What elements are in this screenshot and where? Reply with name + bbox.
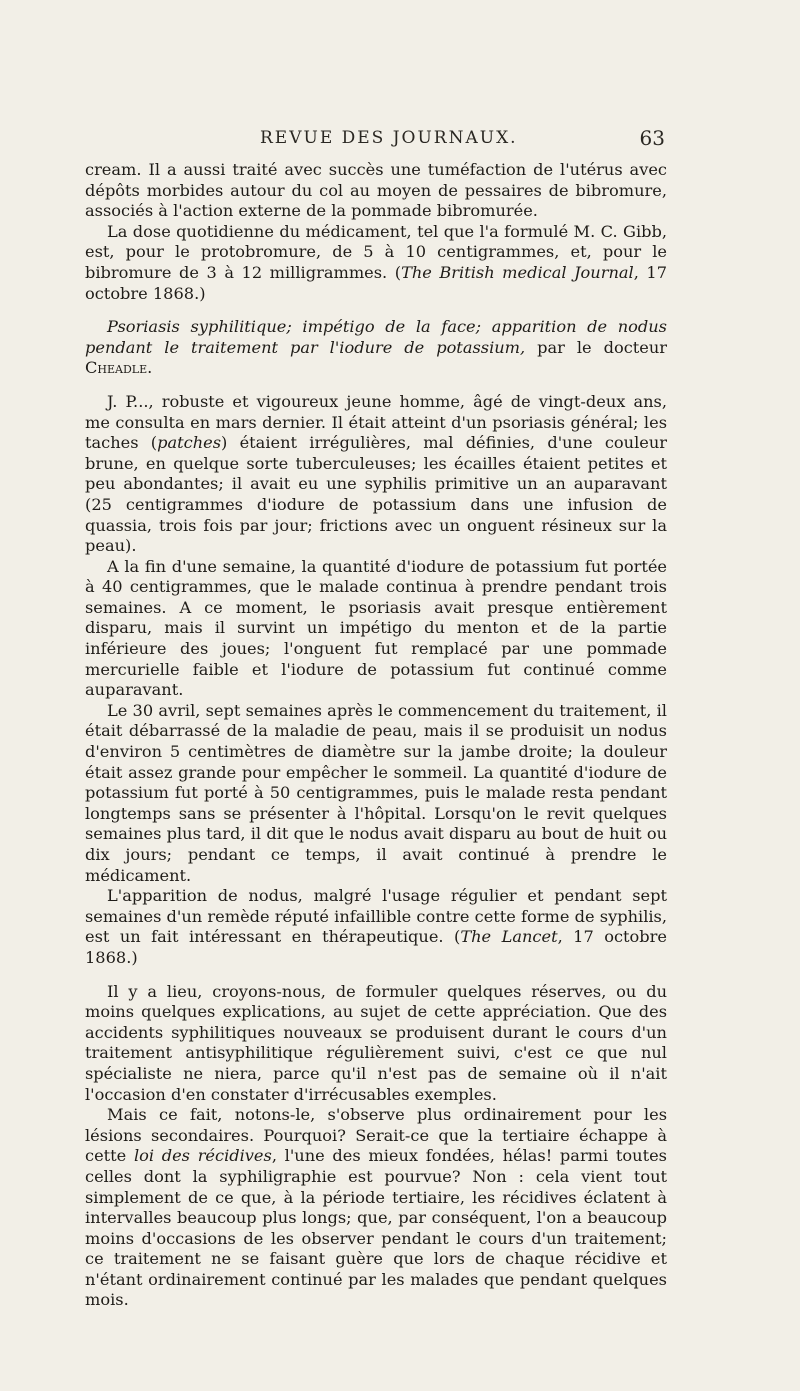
running-head	[85, 128, 665, 154]
paragraph-case: J. P..., robuste et vigoureux jeune homme, âgé de vingt-deux ans, me consulta en mars dernier. Il était atteint d'un psoriasis général; les taches (patches) étaient irrégulières, mal définies, d'une couleur brune, en quelque sorte tuberculeuses; les écailles étaient petites et peu abondantes; il avait eu une syphilis primitive un an auparavant (25 centigrammes d'iodure de potassium dans une infusion de quassia, trois fois par jour; frictions avec un onguent résineux sur la peau).	[85, 391, 667, 556]
paragraph-week: A la fin d'une semaine, la quantité d'iodure de potassium fut portée à 40 centigrammes, que le malade continua à prendre pendant trois semaines. A ce moment, le psoriasis avait presque entièrement disparu, mais il survint un impétigo du menton et de la partie inférieure des joues; l'onguent fut remplacé par une pommade mercurielle faible et l'iodure de potassium fut continué comme auparavant.	[85, 556, 667, 700]
citation-lancet: The Lancet	[460, 927, 558, 947]
paragraph-nodus: L'apparition de nodus, malgré l'usage régulier et pendant sept semaines d'un remède réputé infaillible contre cette forme de syphilis, est un fait intéressant en thérapeutique. (The Lancet, 17 octobre 1868.)	[85, 886, 667, 967]
paragraph-comment: Il y a lieu, croyons-nous, de formuler quelques réserves, ou du moins quelques explications, au sujet de cette appréciation. Que des accidents syphilitiques nouveaux se produisent durant le cours d'un traitement antisyphilitique régulièrement suivi, c'est ce que nul spécialiste ne niera, parce qu'il n'est pas de semaine où il n'ait l'occasion d'en constater d'irrécusables exemples.	[85, 981, 667, 1104]
paragraph-continuation: cream. Il a aussi traité avec succès une tuméfaction de l'utérus avec dépôts morbides autour du col au moyen de pessaires de bibromure, associés à l'action externe de la pommade bibromurée.	[85, 160, 667, 221]
citation-journal: The British medical Journal	[401, 262, 634, 282]
paragraph-dose: La dose quotidienne du médicament, tel que l'a formulé M. C. Gibb, est, pour le protobromure, de 5 à 10 centigrammes, et, pour le bibromure de 3 à 12 milligrammes. (The British medical Journal, 17 octobre 1868.)	[85, 221, 668, 303]
article-body	[85, 160, 667, 1311]
section-title: Psoriasis syphilitique; impétigo de la face; apparition de nodus pendant le traitement par l'iodure de potassium, par le docteur Cheadle.	[85, 317, 668, 378]
running-title: REVUE DES JOURNAUX.	[260, 128, 518, 148]
paragraph-conclusion: Mais ce fait, notons-le, s'observe plus ordinairement pour les lésions secondaires. Pourquoi? Serait-ce que la tertiaire échappe à cette loi des récidives, l'une des mieux fondées, hélas! parmi toutes celles dont la syphiligraphie est pourvue? Non : cela vient tout simplement de ce que, à la période tertiaire, les récidives éclatent à intervalles beaucoup plus longs; que, par conséquent, l'on a beaucoup moins d'occasions de les observer pendant le cours d'un traitement; ce traitement ne se faisant guère que lors de chaque récidive et n'étant ordinairement continué par les malades que pendant quelques mois.	[85, 1105, 667, 1310]
author-name: Cheadle.	[85, 358, 153, 378]
page-number: 63	[639, 126, 665, 150]
paragraph-april: Le 30 avril, sept semaines après le commencement du traitement, il était débarrassé de la maladie de peau, mais il se produisit un nodus d'environ 5 centimètres de diamètre sur la jambe droite; la douleur était assez grande pour empêcher le sommeil. La quantité d'iodure de potassium fut porté à 50 centigrammes, puis le malade resta pendant longtemps sans se présenter à l'hôpital. Lorsqu'on le revit quelques semaines plus tard, il dit que le nodus avait disparu au bout de huit ou dix jours; pendant ce temps, il avait continué à prendre le médicament.	[85, 700, 667, 885]
